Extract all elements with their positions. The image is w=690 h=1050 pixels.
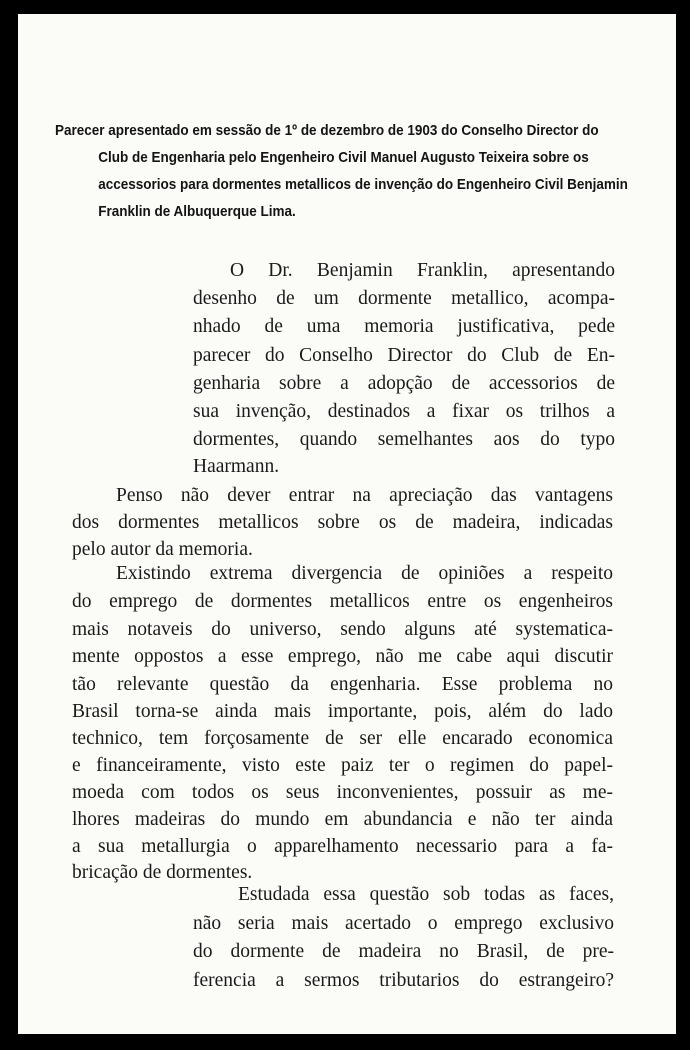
text-line: parecer do Conselho Director do Club de En- <box>193 345 615 366</box>
text-line: lhores madeiras do mundo em abundancia e não ter ainda <box>72 809 613 830</box>
text-line: do emprego de dormentes metallicos entre os engenheiros <box>72 591 613 612</box>
text-line: Haarmann. <box>193 456 280 477</box>
text-line: tão relevante questão da engenharia. Esse problema no <box>72 674 613 695</box>
text-line: do dormente de madeira no Brasil, de pre- <box>193 941 614 962</box>
text-line: O Dr. Benjamin Franklin, apresentando <box>230 260 615 281</box>
text-line: dormentes, quando semelhantes aos do typo <box>193 429 615 450</box>
text-line: mente oppostos a esse emprego, não me cabe aqui discutir <box>72 646 613 667</box>
title-line: Parecer apresentado em sessão de 1º de dezembro de 1903 do Conselho Director do <box>55 122 599 139</box>
text-line: a sua metallurgia o apparelhamento necessario para a fa- <box>72 836 613 857</box>
text-line: dos dormentes metallicos sobre os de madeira, indicadas <box>72 512 613 533</box>
text-line: mais notaveis do universo, sendo alguns até systematica- <box>72 619 613 640</box>
title-line: Franklin de Albuquerque Lima. <box>98 203 296 220</box>
title-line: Club de Engenharia pelo Engenheiro Civil Manuel Augusto Teixeira sobre os <box>98 149 589 166</box>
text-line: Brasil torna-se ainda mais importante, pois, além do lado <box>72 701 613 722</box>
text-line: ferencia a sermos tributarios do estrangeiro? <box>193 970 614 991</box>
text-line: technico, tem forçosamente de ser elle encarado economica <box>72 728 613 749</box>
text-line: e financeiramente, visto este paiz ter o regimen do papel- <box>72 755 613 776</box>
text-line: pelo autor da memoria. <box>72 539 253 560</box>
document-title <box>55 117 628 225</box>
text-line: nhado de uma memoria justificativa, pede <box>193 316 615 337</box>
text-line: Estudada essa questão sob todas as faces, <box>238 884 614 905</box>
text-line: sua invenção, destinados a fixar os trilhos a <box>193 401 615 422</box>
text-line: moeda com todos os seus inconvenientes, possuir as me- <box>72 782 613 803</box>
text-line: não seria mais acertado o emprego exclusivo <box>193 913 614 934</box>
title-line: accessorios para dormentes metallicos de invenção do Engenheiro Civil Benjamin <box>98 176 628 193</box>
text-line: bricação de dormentes. <box>72 862 253 883</box>
text-line: genharia sobre a adopção de accessorios de <box>193 373 615 394</box>
text-line: Existindo extrema divergencia de opiniões a respeito <box>116 563 613 584</box>
text-line: Penso não dever entrar na apreciação das vantagens <box>116 485 613 506</box>
text-line: desenho de um dormente metallico, acompa- <box>193 288 615 309</box>
